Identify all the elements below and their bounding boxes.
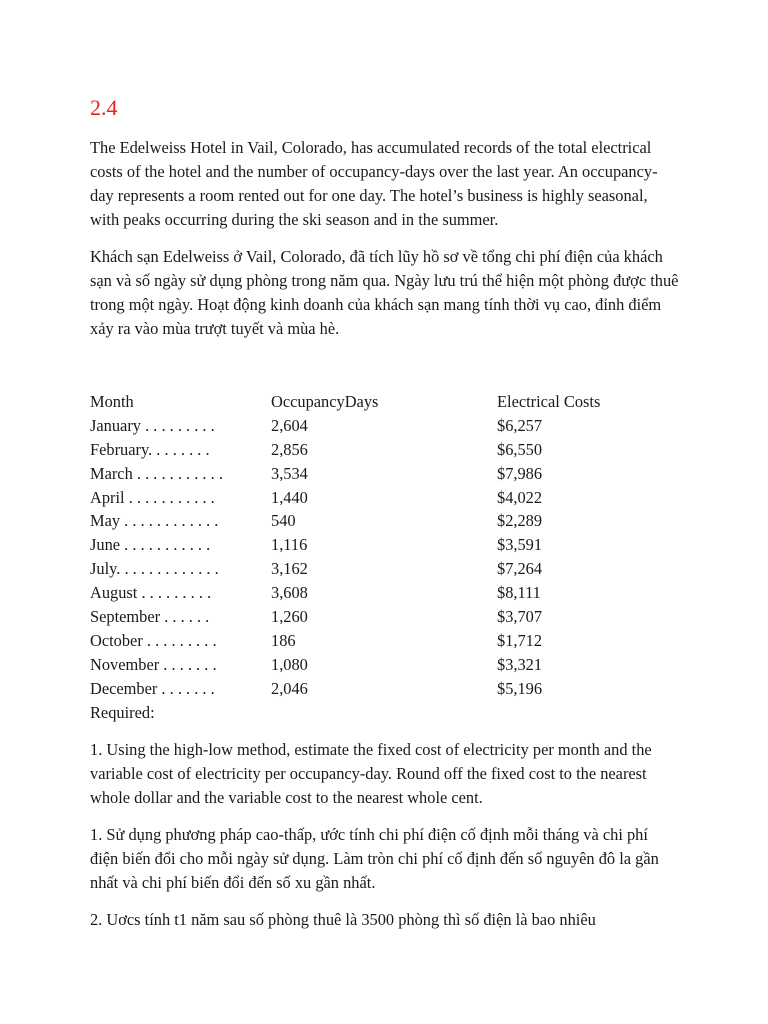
cost-cell: $8,111 (497, 583, 541, 603)
required-label: Required: (90, 703, 155, 722)
table-row (90, 438, 680, 462)
month-cell: May . . . . . . . . . . . . (90, 511, 219, 531)
table-row (90, 462, 680, 486)
table-row (90, 486, 680, 510)
question-1-vi: 1. Sử dụng phương pháp cao-thấp, ước tính chi phí điện cố định mỗi tháng và chi phí điện biến đổi cho mỗi ngày sử dụng. Làm tròn chi phí cố định đến số nguyên đô la gần nhất và chi phí biến đổi đến số xu gần nhất. (90, 825, 659, 892)
occupancy-cell: 2,604 (271, 415, 308, 435)
cost-cell: $6,257 (497, 415, 543, 435)
occupancy-cell: 540 (271, 511, 296, 531)
intro-paragraph-en: The Edelweiss Hotel in Vail, Colorado, has accumulated records of the total electrical costs of the hotel and the number of occupancy-days over the last year. An occupancy-day represents a room rented out for one day. The hotel’s business is highly seasonal, with peaks occurring during the ski season and in the summer. (90, 138, 658, 229)
table-row (90, 509, 680, 533)
occupancy-cell: 3,608 (271, 583, 308, 603)
cost-cell: $4,022 (497, 487, 543, 507)
cost-cell: $3,591 (497, 535, 543, 555)
occupancy-cell: 2,856 (271, 439, 308, 459)
intro-paragraph-vi: Khách sạn Edelweiss ở Vail, Colorado, đã tích lũy hồ sơ về tổng chi phí điện của khách sạn và số ngày sử dụng phòng trong năm qua. Ngày lưu trú thể hiện một phòng được thuê trong một ngày. Hoạt động kinh doanh của khách sạn mang tính thời vụ cao, đỉnh điểm xảy ra vào mùa trượt tuyết và mùa hè. (90, 247, 679, 338)
cost-cell: $3,707 (497, 607, 543, 627)
occupancy-cell: 3,162 (271, 559, 308, 579)
cost-cell: $5,196 (497, 678, 543, 698)
month-cell: February. . . . . . . . (90, 439, 210, 459)
month-cell: September . . . . . . (90, 607, 210, 627)
table-row (90, 581, 680, 605)
month-cell: December . . . . . . . (90, 678, 215, 698)
question-1-en: 1. Using the high-low method, estimate the fixed cost of electricity per month and the variable cost of electricity per occupancy-day. Round off the fixed cost to the nearest whole dollar and the variable cost to the nearest whole cent. (90, 740, 652, 807)
month-cell: March . . . . . . . . . . . (90, 463, 223, 483)
occupancy-cell: 1,440 (271, 487, 308, 507)
month-cell: October . . . . . . . . . (90, 630, 217, 650)
month-cell: January . . . . . . . . . (90, 415, 215, 435)
occupancy-cost-table (90, 390, 680, 701)
month-cell: April . . . . . . . . . . . (90, 487, 215, 507)
cost-cell: $6,550 (497, 439, 543, 459)
occupancy-cell: 2,046 (271, 678, 308, 698)
month-cell: August . . . . . . . . . (90, 583, 212, 603)
occupancy-cell: 1,116 (271, 535, 308, 555)
header-electrical-costs: Electrical Costs (497, 392, 601, 411)
table-row (90, 533, 680, 557)
occupancy-cell: 3,534 (271, 463, 308, 483)
table-row (90, 414, 680, 438)
month-cell: November . . . . . . . (90, 654, 217, 674)
cost-cell: $1,712 (497, 630, 543, 650)
table-row (90, 557, 680, 581)
table-row (90, 653, 680, 677)
month-cell: June . . . . . . . . . . . (90, 535, 211, 555)
table-row (90, 629, 680, 653)
table-row (90, 677, 680, 701)
month-cell: July. . . . . . . . . . . . . (90, 559, 219, 579)
occupancy-cell: 1,260 (271, 607, 308, 627)
table-row (90, 605, 680, 629)
occupancy-cell: 186 (271, 630, 296, 650)
header-occupancy-days: OccupancyDays (271, 392, 379, 411)
cost-cell: $7,264 (497, 559, 543, 579)
cost-cell: $2,289 (497, 511, 543, 531)
problem-number: 2.4 (90, 95, 118, 120)
occupancy-cell: 1,080 (271, 654, 308, 674)
cost-cell: $3,321 (497, 654, 543, 674)
question-2-vi: 2. Uơcs tính t1 năm sau số phòng thuê là 3500 phòng thì số điện là bao nhiêu (90, 910, 596, 929)
header-month: Month (90, 392, 134, 411)
cost-cell: $7,986 (497, 463, 543, 483)
table-header-row (90, 390, 680, 414)
